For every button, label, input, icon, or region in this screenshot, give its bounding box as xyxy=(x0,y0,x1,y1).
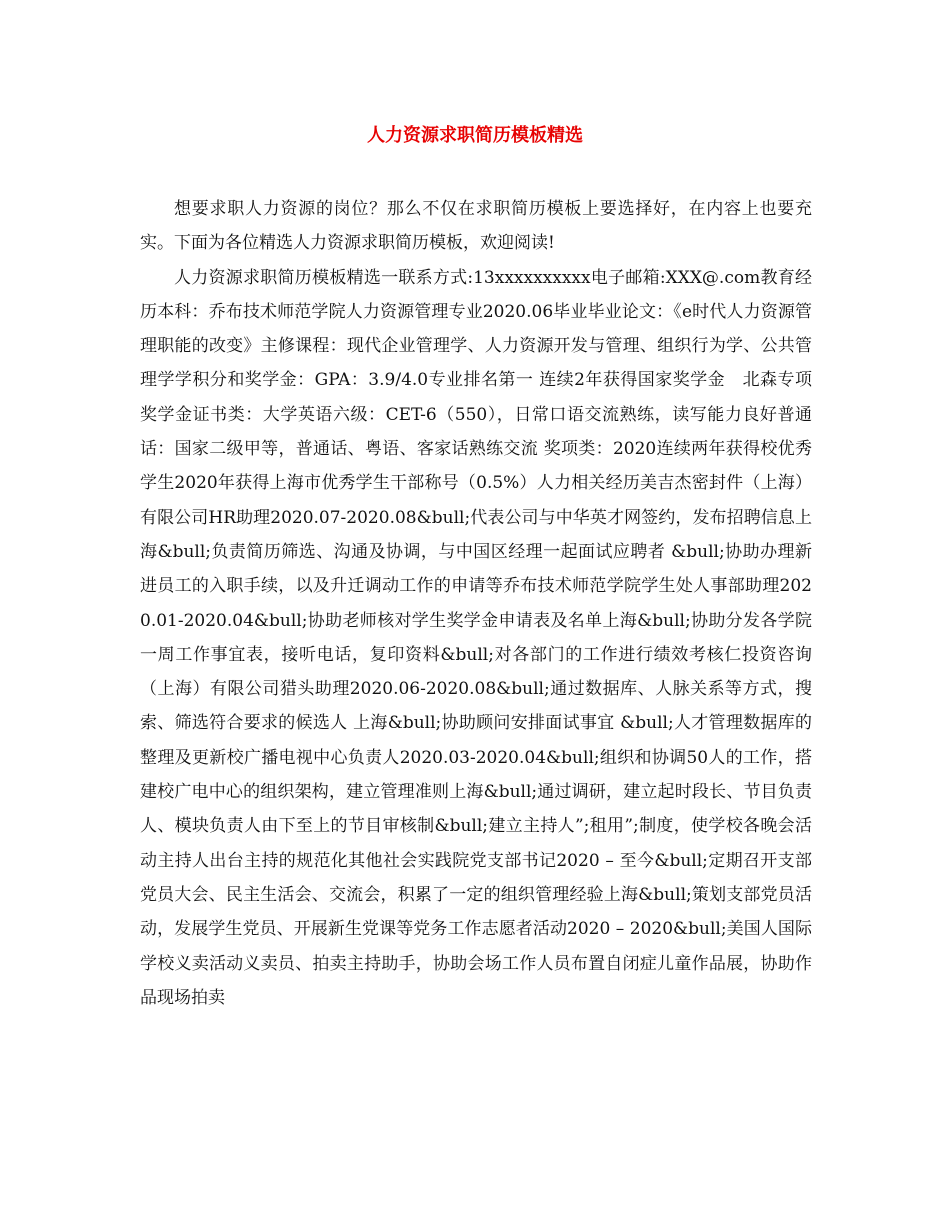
intro-paragraph: 想要求职人力资源的岗位？那么不仅在求职简历模板上要选择好，在内容上也要充实。下面为各位精选人力资源求职简历模板，欢迎阅读! xyxy=(140,199,812,254)
document-body xyxy=(140,192,812,1015)
document-title: 人力资源求职简历模板精选 xyxy=(367,125,583,146)
resume-paragraph: 人力资源求职简历模板精选一联系方式:13xxxxxxxxxx电子邮箱:XXX@.com教育经历本科：乔布技术师范学院人力资源管理专业2020.06毕业毕业论文：《e时代人力资源管理职能的改变》主修课程：现代企业管理学、人力资源开发与管理、组织行为学、公共管理学学积分和奖学金：GPA：3.9/4.0专业排名第一 连续2年获得国家奖学金 北森专项奖学金证书类：大学英语六级：CET-6（550），日常口语交流熟练，读写能力良好普通话：国家二级甲等，普通话、粤语、客家话熟练交流 奖项类：2020连续两年获得校优秀学生2020年获得上海市优秀学生干部称号（0.5%）人力相关经历美吉杰密封件（上海）有限公司HR助理2020.07-2020.08&bull;代表公司与中华英才网签约，发布招聘信息上海&bull;负责简历筛选、沟通及协调，与中国区经理一起面试应聘者 &bull;协助办理新进员工的入职手续，以及升迁调动工作的申请等乔布技术师范学院学生处人事部助理2020.01-2020.04&bull;协助老师核对学生奖学金申请表及名单上海&bull;协助分发各学院一周工作事宜表，接听电话，复印资料&bull;对各部门的工作进行绩效考核仁投资咨询（上海）有限公司猎头助理2020.06-2020.08&bull;通过数据库、人脉关系等方式，搜索、筛选符合要求的候选人 上海&bull;协助顾问安排面试事宜 &bull;人才管理数据库的整理及更新校广播电视中心负责人2020.03-2020.04&bull;组织和协调50人的工作，搭建校广电中心的组织架构，建立管理准则上海&bull;通过调研，建立起时段长、节目负责人、模块负责人由下至上的节目审核制&bull;建立主持人”;租用”;制度，使学校各晚会活动主持人出台主持的规范化其他社会实践院党支部书记2020 – 至今&bull;定期召开支部党员大会、民主生活会、交流会，积累了一定的组织管理经验上海&bull;策划支部党员活动，发展学生党员、开展新生党课等党务工作志愿者活动2020 – 2020&bull;美国人国际学校义卖活动义卖员、拍卖主持助手，协助会场工作人员布置自闭症儿童作品展，协助作品现场拍卖 xyxy=(140,267,812,1008)
